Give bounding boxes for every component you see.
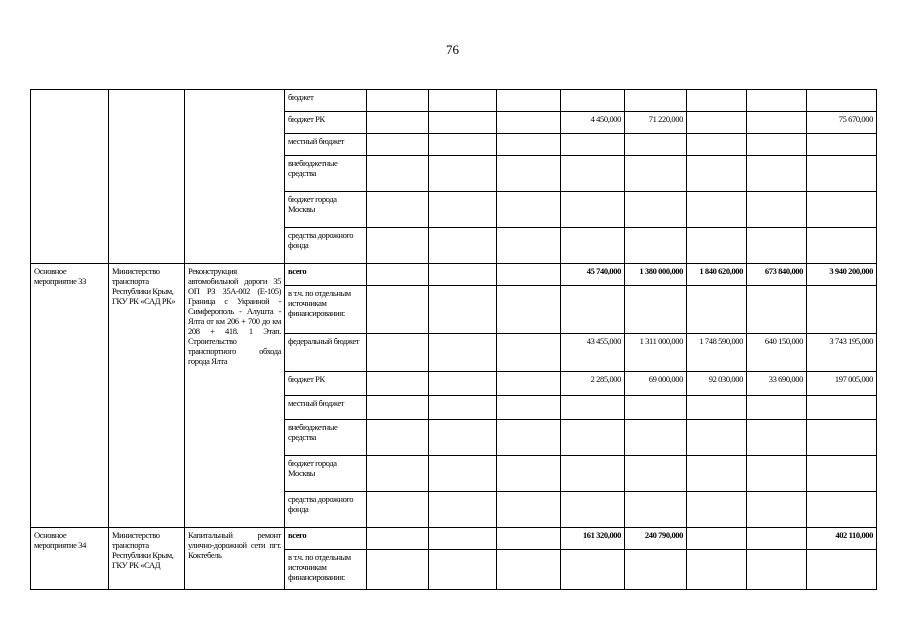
- value-cell: [429, 134, 497, 156]
- value-cell: 92 030,000: [687, 372, 747, 396]
- activity-name: Основное мероприятие 33: [31, 264, 109, 528]
- value-cell: 1 748 590,000: [687, 334, 747, 372]
- value-cell: [367, 112, 429, 134]
- value-cell: [497, 286, 561, 334]
- value-cell: [625, 90, 687, 112]
- funding-source-cell: в т.ч. по отдельным источникам финансирования:: [285, 286, 367, 334]
- funding-source-cell: всего: [285, 264, 367, 286]
- value-cell: 33 690,000: [747, 372, 807, 396]
- value-cell: [367, 192, 429, 228]
- value-cell: [625, 396, 687, 420]
- value-cell: [687, 456, 747, 492]
- value-cell: [625, 550, 687, 590]
- value-cell: [497, 334, 561, 372]
- value-cell: [429, 492, 497, 528]
- value-cell: [747, 112, 807, 134]
- table-body: [31, 90, 877, 590]
- value-cell: [625, 228, 687, 264]
- value-cell: [497, 396, 561, 420]
- value-cell: [747, 134, 807, 156]
- value-cell: [367, 334, 429, 372]
- value-cell: [625, 492, 687, 528]
- value-cell: [367, 456, 429, 492]
- value-cell: 1 311 000,000: [625, 334, 687, 372]
- value-cell: [747, 228, 807, 264]
- value-cell: [747, 156, 807, 192]
- value-cell: [807, 228, 877, 264]
- value-cell: [687, 156, 747, 192]
- value-cell: [561, 228, 625, 264]
- value-cell: [429, 528, 497, 550]
- value-cell: [625, 192, 687, 228]
- value-cell: [429, 192, 497, 228]
- value-cell: [747, 420, 807, 456]
- value-cell: 161 320,000: [561, 528, 625, 550]
- value-cell: [687, 492, 747, 528]
- value-cell: [687, 192, 747, 228]
- financing-table: [30, 89, 877, 590]
- funding-source-cell: средства дорожного фонда: [285, 228, 367, 264]
- value-cell: [429, 334, 497, 372]
- value-cell: [367, 528, 429, 550]
- value-cell: [747, 492, 807, 528]
- value-cell: [367, 492, 429, 528]
- value-cell: [807, 90, 877, 112]
- value-cell: 673 840,000: [747, 264, 807, 286]
- value-cell: 3 743 195,000: [807, 334, 877, 372]
- value-cell: [561, 396, 625, 420]
- value-cell: [429, 420, 497, 456]
- value-cell: [429, 228, 497, 264]
- value-cell: [429, 112, 497, 134]
- value-cell: [561, 192, 625, 228]
- value-cell: [367, 396, 429, 420]
- value-cell: [367, 372, 429, 396]
- value-cell: [561, 156, 625, 192]
- value-cell: [807, 134, 877, 156]
- funding-source-cell: федеральный бюджет: [285, 334, 367, 372]
- value-cell: [561, 550, 625, 590]
- value-cell: [497, 372, 561, 396]
- table-row: [31, 264, 877, 286]
- funding-source-cell: внебюджетные средства: [285, 156, 367, 192]
- value-cell: 45 740,000: [561, 264, 625, 286]
- value-cell: [747, 192, 807, 228]
- value-cell: [497, 134, 561, 156]
- activity-executor: Министерство транспорта Республики Крым, ГКУ РК «САД: [109, 528, 185, 590]
- value-cell: [497, 192, 561, 228]
- value-cell: [497, 156, 561, 192]
- value-cell: [807, 420, 877, 456]
- value-cell: [807, 156, 877, 192]
- funding-source-cell: местный бюджет: [285, 396, 367, 420]
- value-cell: [625, 156, 687, 192]
- value-cell: 43 455,000: [561, 334, 625, 372]
- funding-source-cell: бюджет города Москвы: [285, 192, 367, 228]
- value-cell: [807, 396, 877, 420]
- value-cell: 640 150,000: [747, 334, 807, 372]
- funding-source-cell: средства дорожного фонда: [285, 492, 367, 528]
- value-cell: [747, 456, 807, 492]
- value-cell: [561, 456, 625, 492]
- value-cell: [367, 228, 429, 264]
- value-cell: [497, 112, 561, 134]
- value-cell: 197 005,000: [807, 372, 877, 396]
- value-cell: [367, 550, 429, 590]
- value-cell: 71 220,000: [625, 112, 687, 134]
- value-cell: [687, 228, 747, 264]
- value-cell: [367, 264, 429, 286]
- value-cell: [429, 156, 497, 192]
- activity-name: Основное мероприятие 34: [31, 528, 109, 590]
- value-cell: [497, 492, 561, 528]
- value-cell: [625, 456, 687, 492]
- value-cell: [687, 420, 747, 456]
- value-cell: 69 000,000: [625, 372, 687, 396]
- value-cell: 402 110,000: [807, 528, 877, 550]
- value-cell: [747, 286, 807, 334]
- value-cell: [687, 550, 747, 590]
- value-cell: [561, 286, 625, 334]
- description-cell-empty: [185, 90, 285, 264]
- activity-executor: Министерство транспорта Республики Крым, ГКУ РК «САД РК»: [109, 264, 185, 528]
- value-cell: [687, 528, 747, 550]
- value-cell: [561, 134, 625, 156]
- value-cell: [807, 192, 877, 228]
- funding-source-cell: всего: [285, 528, 367, 550]
- value-cell: [561, 420, 625, 456]
- value-cell: [497, 456, 561, 492]
- value-cell: [429, 456, 497, 492]
- value-cell: [807, 492, 877, 528]
- value-cell: [807, 286, 877, 334]
- value-cell: [429, 264, 497, 286]
- value-cell: [367, 156, 429, 192]
- value-cell: [561, 492, 625, 528]
- value-cell: [429, 550, 497, 590]
- value-cell: [429, 286, 497, 334]
- executor-cell-empty: [109, 90, 185, 264]
- funding-source-cell: в т.ч. по отдельным источникам финансирования:: [285, 550, 367, 590]
- value-cell: [747, 396, 807, 420]
- table-row: [31, 90, 877, 112]
- value-cell: [625, 286, 687, 334]
- value-cell: [367, 420, 429, 456]
- table-row: [31, 528, 877, 550]
- activity-cell-empty: [31, 90, 109, 264]
- value-cell: 3 940 200,000: [807, 264, 877, 286]
- value-cell: 75 670,000: [807, 112, 877, 134]
- value-cell: 4 450,000: [561, 112, 625, 134]
- value-cell: [497, 90, 561, 112]
- value-cell: [687, 396, 747, 420]
- value-cell: 240 790,000: [625, 528, 687, 550]
- value-cell: [429, 90, 497, 112]
- funding-source-cell: бюджет РК: [285, 112, 367, 134]
- value-cell: [367, 90, 429, 112]
- funding-source-cell: местный бюджет: [285, 134, 367, 156]
- value-cell: [497, 420, 561, 456]
- value-cell: [561, 90, 625, 112]
- value-cell: [497, 228, 561, 264]
- activity-description: Реконструкция автомобильной дороги 35 ОП РЗ 35А-002 (Е-105) Граница с Украиной - Симферополь - Алушта - Ялта от км 206 + 700 до км 208 + 418. 1 Этап. Строительство транспортного обхода города Ялта: [185, 264, 285, 528]
- value-cell: 2 285,000: [561, 372, 625, 396]
- value-cell: [429, 396, 497, 420]
- value-cell: [497, 550, 561, 590]
- value-cell: [747, 550, 807, 590]
- value-cell: [367, 286, 429, 334]
- page-number: 76: [446, 42, 459, 57]
- activity-description: Капитальный ремонт улично-дорожной сети пгт. Коктебель: [185, 528, 285, 590]
- value-cell: [807, 550, 877, 590]
- funding-source-cell: бюджет РК: [285, 372, 367, 396]
- value-cell: 1 840 620,000: [687, 264, 747, 286]
- value-cell: [807, 456, 877, 492]
- value-cell: [497, 528, 561, 550]
- value-cell: [747, 528, 807, 550]
- value-cell: [747, 90, 807, 112]
- funding-source-cell: бюджет: [285, 90, 367, 112]
- value-cell: [687, 286, 747, 334]
- value-cell: [687, 90, 747, 112]
- value-cell: [687, 134, 747, 156]
- funding-source-cell: внебюджетные средства: [285, 420, 367, 456]
- value-cell: [367, 134, 429, 156]
- value-cell: [625, 420, 687, 456]
- value-cell: [497, 264, 561, 286]
- value-cell: [625, 134, 687, 156]
- value-cell: 1 380 000,000: [625, 264, 687, 286]
- value-cell: [429, 372, 497, 396]
- funding-source-cell: бюджет города Москвы: [285, 456, 367, 492]
- value-cell: [687, 112, 747, 134]
